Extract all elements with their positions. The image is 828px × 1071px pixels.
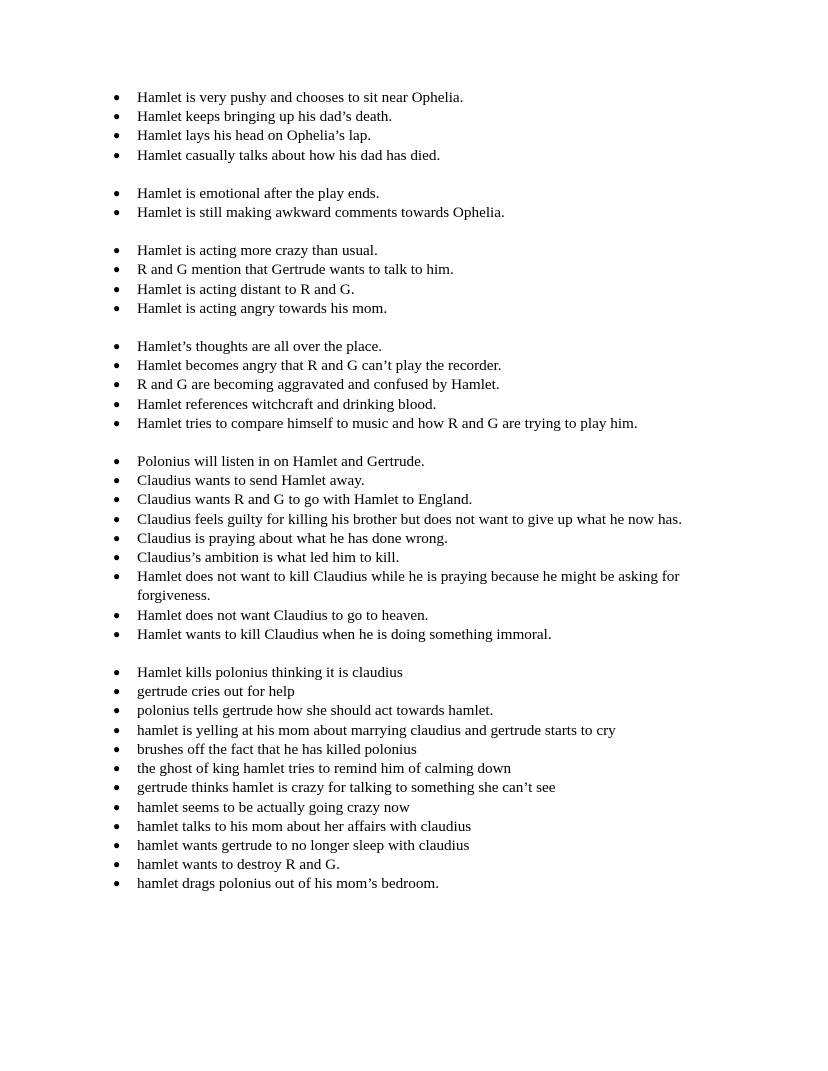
bullet-icon: ● (113, 90, 121, 104)
bullet-icon: ● (113, 396, 121, 411)
bullet-icon: ● (113, 147, 121, 162)
bullet-icon: ● (113, 358, 121, 373)
bullet-icon: ● (113, 818, 121, 833)
list-item (113, 471, 753, 490)
document-body (113, 88, 753, 894)
list-item (113, 548, 753, 567)
bullet-icon: ● (113, 205, 121, 220)
bullet-group (113, 337, 753, 433)
list-item (113, 721, 753, 740)
bullet-icon: ● (113, 684, 121, 699)
list-item-text: R and G mention that Gertrude wants to talk to him. (137, 261, 454, 279)
list-item-text: hamlet wants to destroy R and G. (137, 856, 340, 874)
list-item-text: Hamlet does not want to kill Claudius while he is praying because he might be asking for forgiveness. (137, 568, 680, 605)
list-item (113, 625, 753, 644)
bullet-list (113, 452, 753, 644)
bullet-list (113, 337, 753, 433)
list-item-text: Hamlet is acting angry towards his mom. (137, 299, 388, 317)
bullet-icon: ● (113, 550, 121, 565)
list-item (113, 88, 753, 107)
list-item (113, 529, 753, 548)
list-item (113, 798, 753, 817)
list-item-text: Hamlet is acting distant to R and G. (137, 280, 355, 298)
bullet-icon: ● (113, 473, 121, 488)
bullet-icon: ● (113, 569, 121, 584)
list-item (113, 682, 753, 701)
bullet-list (113, 663, 753, 893)
list-item (113, 280, 753, 299)
bullet-icon: ● (113, 492, 121, 507)
list-item-text: hamlet seems to be actually going crazy now (137, 798, 410, 816)
bullet-icon: ● (113, 722, 121, 737)
list-item-text: Polonius will listen in on Hamlet and Gertrude. (137, 453, 425, 471)
bullet-icon: ● (113, 454, 121, 469)
bullet-icon: ● (113, 799, 121, 814)
list-item (113, 490, 753, 509)
list-item (113, 567, 753, 605)
list-item-text: hamlet is yelling at his mom about marrying claudius and gertrude starts to cry (137, 721, 616, 739)
list-item-text: Claudius’s ambition is what led him to kill. (137, 549, 400, 567)
list-item-text: Hamlet is very pushy and chooses to sit near Ophelia. (137, 89, 464, 106)
bullet-icon: ● (113, 530, 121, 545)
list-item-text: gertrude thinks hamlet is crazy for talking to something she can’t see (137, 779, 556, 797)
bullet-icon: ● (113, 741, 121, 756)
list-item (113, 817, 753, 836)
list-item (113, 375, 753, 394)
list-item-text: Hamlet tries to compare himself to music and how R and G are trying to play him. (137, 414, 638, 432)
list-item (113, 146, 753, 165)
bullet-icon: ● (113, 626, 121, 641)
list-item-text: gertrude cries out for help (137, 683, 295, 701)
bullet-icon: ● (113, 857, 121, 872)
list-item-text: hamlet drags polonius out of his mom’s bedroom. (137, 875, 440, 893)
bullet-icon: ● (113, 185, 121, 200)
list-item-text: R and G are becoming aggravated and confused by Hamlet. (137, 376, 500, 394)
bullet-icon: ● (113, 377, 121, 392)
list-item (113, 510, 753, 529)
bullet-group (113, 452, 753, 644)
list-item (113, 184, 753, 203)
list-item (113, 759, 753, 778)
list-item-text: Hamlet is acting more crazy than usual. (137, 242, 378, 260)
bullet-list (113, 241, 753, 318)
list-item-text: Hamlet does not want Claudius to go to heaven. (137, 606, 429, 624)
list-item (113, 855, 753, 874)
list-item (113, 337, 753, 356)
list-item-text: hamlet talks to his mom about her affairs with claudius (137, 817, 472, 835)
list-item (113, 836, 753, 855)
bullet-icon: ● (113, 665, 121, 680)
list-item-text: Hamlet lays his head on Ophelia’s lap. (137, 127, 372, 145)
list-item (113, 740, 753, 759)
list-item-text: Hamlet is still making awkward comments towards Ophelia. (137, 204, 505, 222)
bullet-icon: ● (113, 761, 121, 776)
bullet-icon: ● (113, 607, 121, 622)
list-item (113, 356, 753, 375)
list-item (113, 260, 753, 279)
list-item-text: Claudius is praying about what he has done wrong. (137, 529, 448, 547)
list-item-text: Hamlet becomes angry that R and G can’t play the recorder. (137, 357, 502, 375)
list-item-text: Hamlet wants to kill Claudius when he is doing something immoral. (137, 625, 552, 643)
list-item (113, 452, 753, 471)
bullet-icon: ● (113, 262, 121, 277)
list-item-text: Hamlet references witchcraft and drinking blood. (137, 395, 437, 413)
bullet-group (113, 184, 753, 222)
bullet-icon: ● (113, 876, 121, 891)
bullet-group (113, 88, 753, 165)
list-item-text: Claudius feels guilty for killing his brother but does not want to give up what he now has. (137, 510, 682, 528)
bullet-icon: ● (113, 415, 121, 430)
list-item (113, 414, 753, 433)
list-item (113, 126, 753, 145)
bullet-icon: ● (113, 300, 121, 315)
list-item-text: Hamlet casually talks about how his dad has died. (137, 146, 441, 164)
list-item-text: brushes off the fact that he has killed polonius (137, 740, 417, 758)
list-item-text: Claudius wants R and G to go with Hamlet to England. (137, 491, 473, 509)
list-item (113, 778, 753, 797)
list-item-text: the ghost of king hamlet tries to remind him of calming down (137, 760, 512, 778)
list-item (113, 663, 753, 682)
bullet-icon: ● (113, 109, 121, 124)
bullet-list (113, 88, 753, 165)
bullet-icon: ● (113, 339, 121, 354)
bullet-icon: ● (113, 281, 121, 296)
list-item-text: Hamlet keeps bringing up his dad’s death. (137, 108, 393, 126)
list-item-text: Hamlet’s thoughts are all over the place. (137, 338, 383, 356)
list-item (113, 701, 753, 720)
bullet-icon: ● (113, 837, 121, 852)
bullet-group (113, 663, 753, 893)
bullet-list (113, 184, 753, 222)
bullet-icon: ● (113, 128, 121, 143)
bullet-icon: ● (113, 703, 121, 718)
list-item (113, 606, 753, 625)
list-item (113, 107, 753, 126)
list-item-text: Hamlet kills polonius thinking it is claudius (137, 664, 403, 682)
list-item-text: polonius tells gertrude how she should act towards hamlet. (137, 702, 494, 720)
list-item (113, 241, 753, 260)
list-item (113, 203, 753, 222)
list-item-text: Hamlet is emotional after the play ends. (137, 184, 380, 202)
bullet-icon: ● (113, 243, 121, 258)
list-item-text: Claudius wants to send Hamlet away. (137, 472, 365, 490)
list-item (113, 299, 753, 318)
bullet-icon: ● (113, 511, 121, 526)
list-item (113, 395, 753, 414)
bullet-group (113, 241, 753, 318)
list-item (113, 874, 753, 893)
bullet-icon: ● (113, 780, 121, 795)
list-item-text: hamlet wants gertrude to no longer sleep with claudius (137, 836, 470, 854)
